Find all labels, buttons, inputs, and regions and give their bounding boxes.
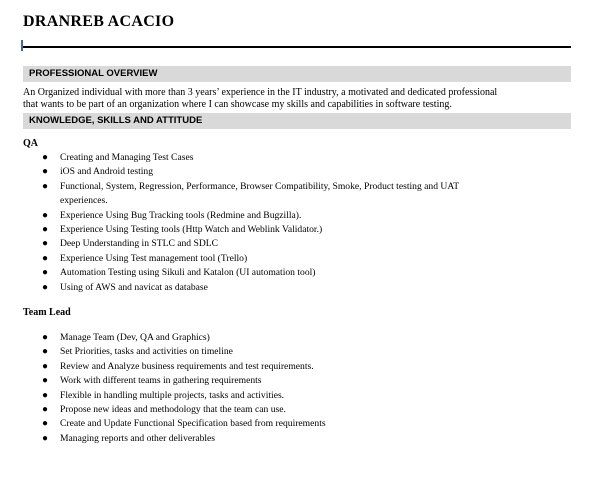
bullet-icon: ● xyxy=(42,152,49,163)
list-item: ● Creating and Managing Test Cases xyxy=(23,151,523,165)
bullet-icon: ● xyxy=(42,180,49,192)
overview-line-1: An Organized individual with more than 3 years’ experience in the IT industry, a motivated and dedicated professional xyxy=(23,87,498,98)
list-item: ● Functional, System, Regression, Performance, Browser Compatibility, Smoke, Product testing and UAT xyxy=(23,180,523,194)
list-item-continuation: experiences. xyxy=(60,195,108,207)
list-item: ● Experience Using Testing tools (Http Watch and Weblink Validator.) xyxy=(23,223,523,237)
subheading-team-lead: Team Lead xyxy=(23,307,71,318)
bullet-icon: ● xyxy=(42,224,49,236)
bullet-icon: ● xyxy=(42,418,49,430)
list-item: ● iOS and Android testing xyxy=(23,165,523,179)
header-divider xyxy=(23,46,571,48)
bullet-icon: ● xyxy=(42,281,49,293)
list-item: ● Deep Understanding in STLC and SDLC xyxy=(23,237,523,251)
list-item: ● Experience Using Bug Tracking tools (Redmine and Bugzilla). xyxy=(23,209,523,223)
bullet-icon: ● xyxy=(42,267,49,279)
list-item: ● Create and Update Functional Specification based from requirements xyxy=(23,417,523,431)
list-item: ● Flexible in handling multiple projects, tasks and activities. xyxy=(23,389,523,403)
list-item: ● Manage Team (Dev, QA and Graphics) xyxy=(23,331,523,345)
overview-line-2: that wants to be part of an organization where I can showcase my skills and capabilities in software testing. xyxy=(23,99,452,110)
bullet-icon: ● xyxy=(42,346,49,358)
list-item: ● Propose new ideas and methodology that the team can use. xyxy=(23,403,523,417)
bullet-icon: ● xyxy=(42,389,49,401)
bullet-icon: ● xyxy=(42,332,49,343)
bullet-icon: ● xyxy=(42,360,49,372)
list-item: ● Using of AWS and navicat as database xyxy=(23,281,523,295)
list-item: ● Automation Testing using Sikuli and Katalon (UI automation tool) xyxy=(23,266,523,280)
subheading-qa: QA xyxy=(23,138,38,149)
bullet-icon: ● xyxy=(42,404,49,416)
section-heading-skills: KNOWLEDGE, SKILLS AND ATTITUDE xyxy=(23,113,571,129)
bullet-icon: ● xyxy=(42,209,49,221)
bullet-icon: ● xyxy=(42,375,49,387)
candidate-name: DRANREB ACACIO xyxy=(23,13,175,30)
overview-paragraph xyxy=(23,87,568,111)
section-heading-overview: PROFESSIONAL OVERVIEW xyxy=(23,66,571,82)
list-item: ● Review and Analyze business requirements and test requirements. xyxy=(23,360,523,374)
list-item: ● Experience Using Test management tool (Trello) xyxy=(23,252,523,266)
bullet-icon: ● xyxy=(42,238,49,250)
bullet-icon: ● xyxy=(42,432,49,444)
qa-skills-list xyxy=(23,151,523,295)
list-item: ● Set Priorities, tasks and activities on timeline xyxy=(23,345,523,359)
bullet-icon: ● xyxy=(42,166,49,178)
list-item: ● Work with different teams in gathering requirements xyxy=(23,374,523,388)
team-lead-list xyxy=(23,331,523,446)
bullet-icon: ● xyxy=(42,252,49,264)
list-item: ● Managing reports and other deliverables xyxy=(23,432,523,446)
